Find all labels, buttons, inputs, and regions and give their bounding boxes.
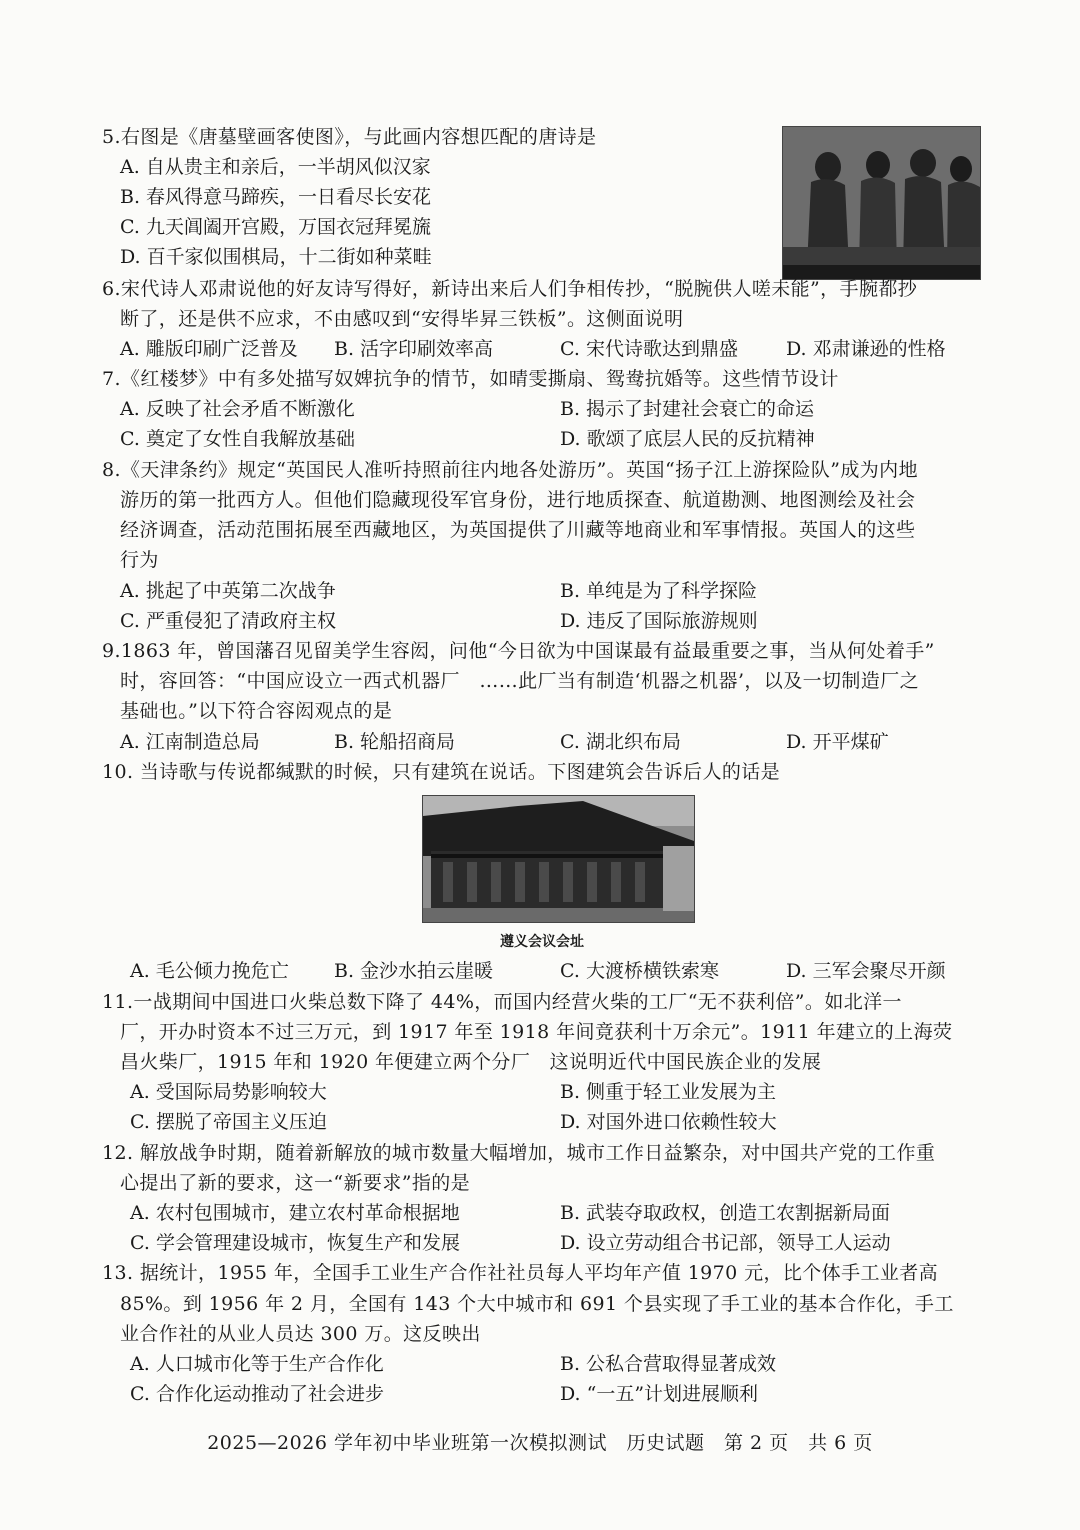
q8-option-b: B. 单纯是为了科学探险 (560, 580, 758, 602)
q12-option-d: D. 设立劳动组合书记部，领导工人运动 (560, 1232, 891, 1254)
q8-option-c: C. 严重侵犯了清政府主权 (120, 610, 336, 632)
q6-option-c: C. 宋代诗歌达到鼎盛 (560, 338, 738, 360)
q12-option-a: A. 农村包围城市，建立农村革命根据地 (130, 1202, 460, 1224)
q11-stem-line1: 11.一战期间中国进口火柴总数下降了 44%，而国内经营火柴的工厂“无不获利倍”。如北洋一 (102, 991, 902, 1013)
q13-stem-line3: 业合作社的从业人员达 300 万。这反映出 (120, 1323, 481, 1345)
q9-option-b: B. 轮船招商局 (334, 731, 456, 753)
q7-option-c: C. 奠定了女性自我解放基础 (120, 428, 355, 450)
q13-option-c: C. 合作化运动推动了社会进步 (130, 1383, 384, 1405)
q8-option-d: D. 违反了国际旅游规则 (560, 610, 758, 632)
q5-option-c: C. 九天阊阖开宫殿，万国衣冠拜冕旒 (120, 216, 431, 238)
q12-option-c: C. 学会管理建设城市，恢复生产和发展 (130, 1232, 460, 1254)
q5-option-d: D. 百千家似围棋局，十二街如种菜畦 (120, 246, 432, 268)
q7-option-b: B. 揭示了封建社会衰亡的命运 (560, 398, 815, 420)
q8-stem-line2: 游历的第一批西方人。但他们隐藏现役军官身份，进行地质探查、航道勘测、地图测绘及社会 (120, 489, 916, 511)
q10-option-a: A. 毛公倾力挽危亡 (130, 960, 289, 982)
q13-stem-line1: 13. 据统计，1955 年，全国手工业生产合作社社员每人平均年产值 1970 元，比个体手工业者高 (102, 1262, 939, 1284)
q6-option-d: D. 邓肃谦逊的性格 (786, 338, 946, 360)
q13-option-a: A. 人口城市化等于生产合作化 (130, 1353, 384, 1375)
q10-stem: 10. 当诗歌与传说都缄默的时候，只有建筑在说话。下图建筑会告诉后人的话是 (102, 761, 781, 783)
q12-option-b: B. 武装夺取政权，创造工农割据新局面 (560, 1202, 891, 1224)
q11-stem-line3: 昌火柴厂，1915 年和 1920 年便建立两个分厂 这说明近代中国民族企业的发展 (120, 1051, 822, 1073)
q11-option-b: B. 侧重于轻工业发展为主 (560, 1081, 777, 1103)
q5-option-a: A. 自从贵主和亲后，一半胡风似汉家 (120, 156, 431, 178)
q11-stem-line2: 厂，开办时资本不过三万元，到 1917 年至 1918 年间竟获利十万余元”。1911 年建立的上海荧 (120, 1021, 953, 1043)
q9-option-d: D. 开平煤矿 (786, 731, 889, 753)
page-footer: 2025—2026 学年初中毕业班第一次模拟测试 历史试题 第 2 页 共 6 页 (207, 1432, 873, 1454)
q6-option-b: B. 活字印刷效率高 (334, 338, 494, 360)
q13-option-b: B. 公私合营取得显著成效 (560, 1353, 777, 1375)
q6-stem-line1: 6.宋代诗人邓肃说他的好友诗写得好，新诗出来后人们争相传抄，“脱腕供人嗟未能”，手腕都抄 (102, 278, 918, 300)
tang-mural-image (782, 126, 981, 280)
q12-stem-line2: 心提出了新的要求，这一“新要求”指的是 (120, 1172, 471, 1194)
q8-stem-line1: 8.《天津条约》规定“英国民人准听持照前往内地各处游历”。英国“扬子江上游探险队”成为内地 (102, 459, 918, 481)
q13-option-d: D. “一五”计划进展顺利 (560, 1383, 759, 1405)
q10-option-d: D. 三军会聚尽开颜 (786, 960, 946, 982)
q8-option-a: A. 挑起了中英第二次战争 (120, 580, 336, 602)
q5-option-b: B. 春风得意马蹄疾，一日看尽长安花 (120, 186, 432, 208)
q7-option-a: A. 反映了社会矛盾不断激化 (120, 398, 355, 420)
q9-stem-line2: 时，容回答：“中国应设立一西式机器厂 ……此厂当有制造‘机器之机器’，以及一切制造厂之 (120, 670, 919, 692)
q10-option-c: C. 大渡桥横铁索寒 (560, 960, 719, 982)
zunyi-building-image (422, 795, 695, 923)
zunyi-caption: 遵义会议会址 (500, 934, 584, 950)
q12-stem-line1: 12. 解放战争时期，随着新解放的城市数量大幅增加，城市工作日益繁杂，对中国共产党的工作重 (102, 1142, 936, 1164)
q11-option-a: A. 受国际局势影响较大 (130, 1081, 327, 1103)
q9-option-c: C. 湖北织布局 (560, 731, 681, 753)
q9-stem-line1: 9.1863 年，曾国藩召见留美学生容闳，问他“今日欲为中国谋最有益最重要之事，当从何处着手” (102, 640, 935, 662)
q10-option-b: B. 金沙水拍云崖暖 (334, 960, 494, 982)
q9-stem-line3: 基础也。”以下符合容闳观点的是 (120, 700, 393, 722)
q8-stem-line4: 行为 (120, 549, 159, 571)
q11-option-c: C. 摆脱了帝国主义压迫 (130, 1111, 327, 1133)
q7-option-d: D. 歌颂了底层人民的反抗精神 (560, 428, 815, 450)
q6-stem-line2: 断了，还是供不应求，不由感叹到“安得毕昇三铁板”。这侧面说明 (120, 308, 684, 330)
q6-option-a: A. 雕版印刷广泛普及 (120, 338, 298, 360)
q11-option-d: D. 对国外进口依赖性较大 (560, 1111, 777, 1133)
q8-stem-line3: 经济调查，活动范围拓展至西藏地区，为英国提供了川藏等地商业和军事情报。英国人的这些 (120, 519, 916, 541)
q13-stem-line2: 85%。到 1956 年 2 月，全国有 143 个大中城市和 691 个县实现了手工业的基本合作化，手工 (120, 1293, 954, 1315)
q9-option-a: A. 江南制造总局 (120, 731, 260, 753)
q7-stem: 7.《红楼梦》中有多处描写奴婢抗争的情节，如晴雯撕扇、鸳鸯抗婚等。这些情节设计 (102, 368, 839, 390)
q5-stem: 5.右图是《唐墓壁画客使图》，与此画内容想匹配的唐诗是 (102, 126, 597, 148)
